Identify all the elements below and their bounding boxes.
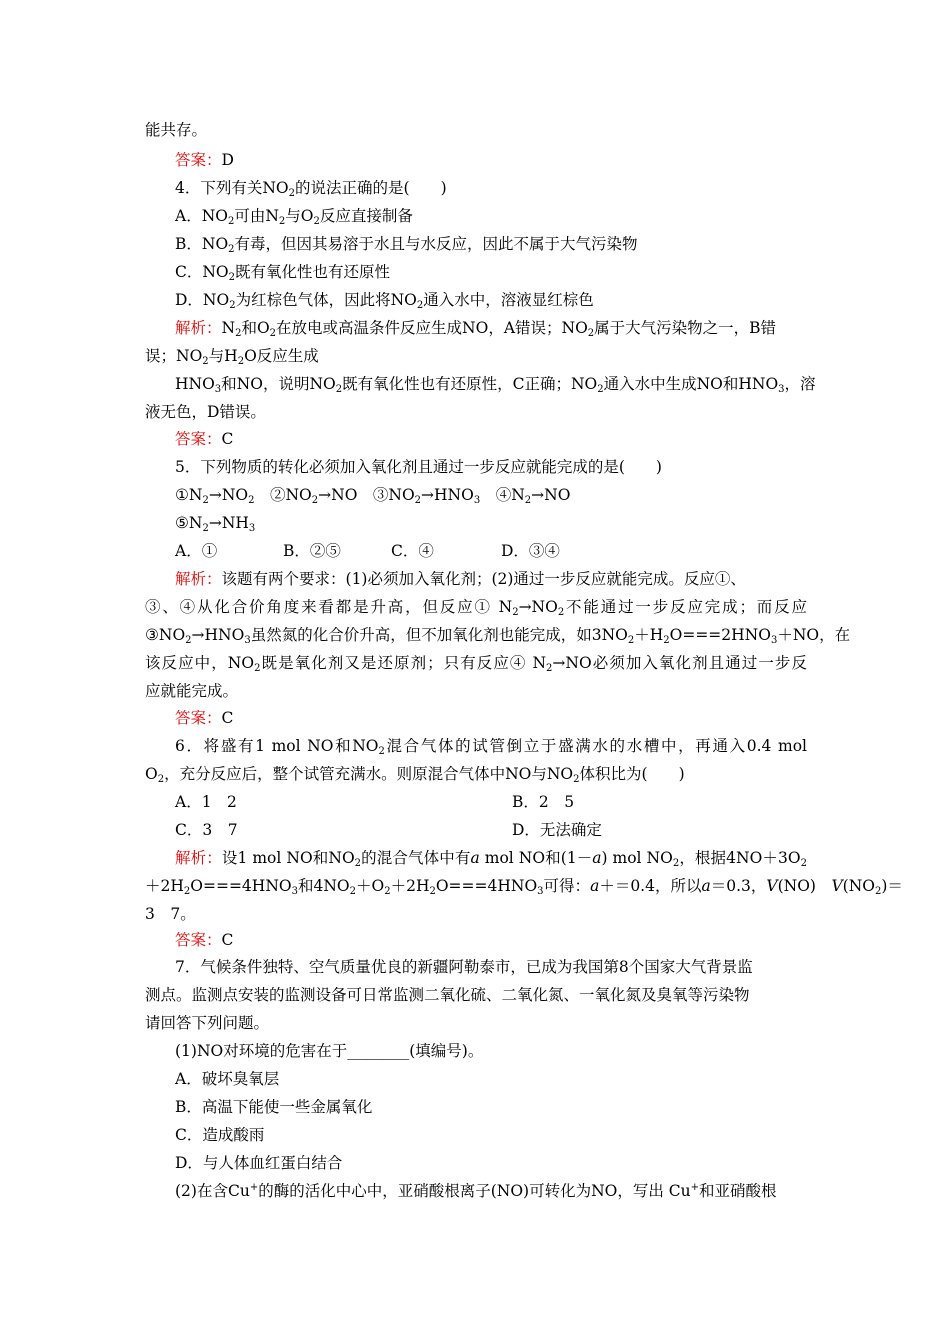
answer-line: 答案：D — [175, 151, 234, 169]
question-4-stem: 4．下列有关$NO_2$的说法正确的是( ) — [175, 179, 447, 199]
question-5-stem: 5．下列物质的转化必须加入氧化剂且通过一步反应就能完成的是( ) — [175, 458, 662, 476]
analysis-line: 该反应中，$NO_2$既是氧化剂又是还原剂；只有反应④ $N_2\to NO$必须加入氧化剂且通过一步反 — [145, 654, 807, 674]
question-7-stem: 请回答下列问题。 — [145, 1014, 270, 1032]
question-4-option-a: A．$NO_2$可由$N_2$与$O_2$反应直接制备 — [175, 207, 413, 227]
analysis-label: 解析： — [175, 570, 222, 588]
question-5-items: $⑤N_2\to NH_3$ — [175, 514, 256, 534]
analysis-line: 解析：$N_2$和$O_2$在放电或高温条件反应生成NO，A错误；$NO_2$属于大气污染物之一，B错 — [175, 319, 777, 339]
analysis-line: 液无色，D错误。 — [145, 403, 266, 421]
analysis-line: 解析：设1 mol NO和$NO_2$的混合气体中有a mol NO和(1－a) mol $NO_2$，根据$4NO+3O_2$ — [175, 849, 807, 869]
question-7-option-d: D．与人体血红蛋白结合 — [175, 1154, 343, 1172]
analysis-line: $+2H_2O===4HNO_3$和$4NO_2+O_2+2H_2O===4HNO_3$可得：a＋＝0.4，所以a＝0.3，V(NO) $V(NO_2)=$ — [145, 877, 903, 897]
question-6-options: A．1 2 — [175, 793, 237, 811]
analysis-line: 误；$NO_2$与$H_2O$反应生成 — [145, 347, 319, 367]
question-5-items: $①N_2\to NO_2$ $②NO_2\to NO$ $③NO_2\to HNO_3$ $④N_2\to NO$ — [175, 486, 571, 506]
answer-line: 答案：C — [175, 430, 234, 448]
answer-line: 答案：C — [175, 709, 234, 727]
question-7-stem: 7．气候条件独特、空气质量优良的新疆阿勒泰市，已成为我国第8个国家大气背景监 — [175, 958, 753, 976]
question-4-option-d: D．$NO_2$为红棕色气体，因此将$NO_2$通入水中，溶液显红棕色 — [175, 291, 594, 311]
answer-line: 答案：C — [175, 931, 234, 949]
question-7-option-b: B．高温下能使一些金属氧化 — [175, 1098, 373, 1116]
analysis-line: 3 7。 — [145, 905, 196, 923]
analysis-label: 解析： — [175, 319, 222, 337]
question-4-option-b: B．$NO_2$有毒，但因其易溶于水且与水反应，因此不属于大气污染物 — [175, 235, 638, 255]
question-6-stem: $O_2$，充分反应后，整个试管充满水。则原混合气体中NO与$NO_2$体积比为( ) — [145, 765, 685, 785]
question-7-part-2: (2)在含Cu+的酶的活化中心中，亚硝酸根离子(NO)可转化为NO，写出 Cu+和亚硝酸根 — [175, 1182, 777, 1200]
question-7-option-c: C．造成酸雨 — [175, 1126, 265, 1144]
question-4-option-c: C．$NO_2$既有氧化性也有还原性 — [175, 263, 391, 283]
question-7-stem: 测点。监测点安装的监测设备可日常监测二氧化硫、二氧化氮、一氧化氮及臭氧等污染物 — [145, 986, 750, 1004]
analysis-line: ③、④从化合价角度来看都是升高，但反应① $N_2\to NO_2$不能通过一步反应完成；而反应 — [145, 598, 807, 618]
analysis-line: 解析：该题有两个要求：(1)必须加入氧化剂；(2)通过一步反应就能完成。反应①、 — [175, 570, 746, 588]
answer-label: 答案： — [175, 151, 222, 169]
answer-label: 答案： — [175, 430, 222, 448]
answer-label: 答案： — [175, 709, 222, 727]
question-6-stem: 6．将盛有1 mol NO和$NO_2$混合气体的试管倒立于盛满水的水槽中，再通入0.4 mol — [175, 737, 807, 757]
question-7-part-1: (1)NO对环境的危害在于________(填编号)。 — [175, 1042, 484, 1060]
analysis-line: 应就能完成。 — [145, 682, 239, 700]
question-5-options: A．① B．②⑤ C．④ D．③④ — [175, 542, 560, 560]
question-6-options: D．无法确定 — [512, 821, 602, 839]
analysis-line: $③NO_2\to HNO_3$虽然氮的化合价升高，但不加氧化剂也能完成，如$3NO_2+H_2O===2HNO_3+NO$，在 — [145, 626, 851, 646]
text-line: 能共存。 — [145, 121, 208, 139]
answer-label: 答案： — [175, 931, 222, 949]
question-7-option-a: A．破坏臭氧层 — [175, 1070, 280, 1088]
question-6-options: C．3 7 — [175, 821, 238, 839]
analysis-line: $HNO_3$和NO，说明$NO_2$既有氧化性也有还原性，C正确；$NO_2$通入水中生成NO和$HNO_3$，溶 — [175, 375, 816, 395]
analysis-label: 解析： — [175, 849, 222, 867]
question-6-options: B．2 5 — [512, 793, 575, 811]
